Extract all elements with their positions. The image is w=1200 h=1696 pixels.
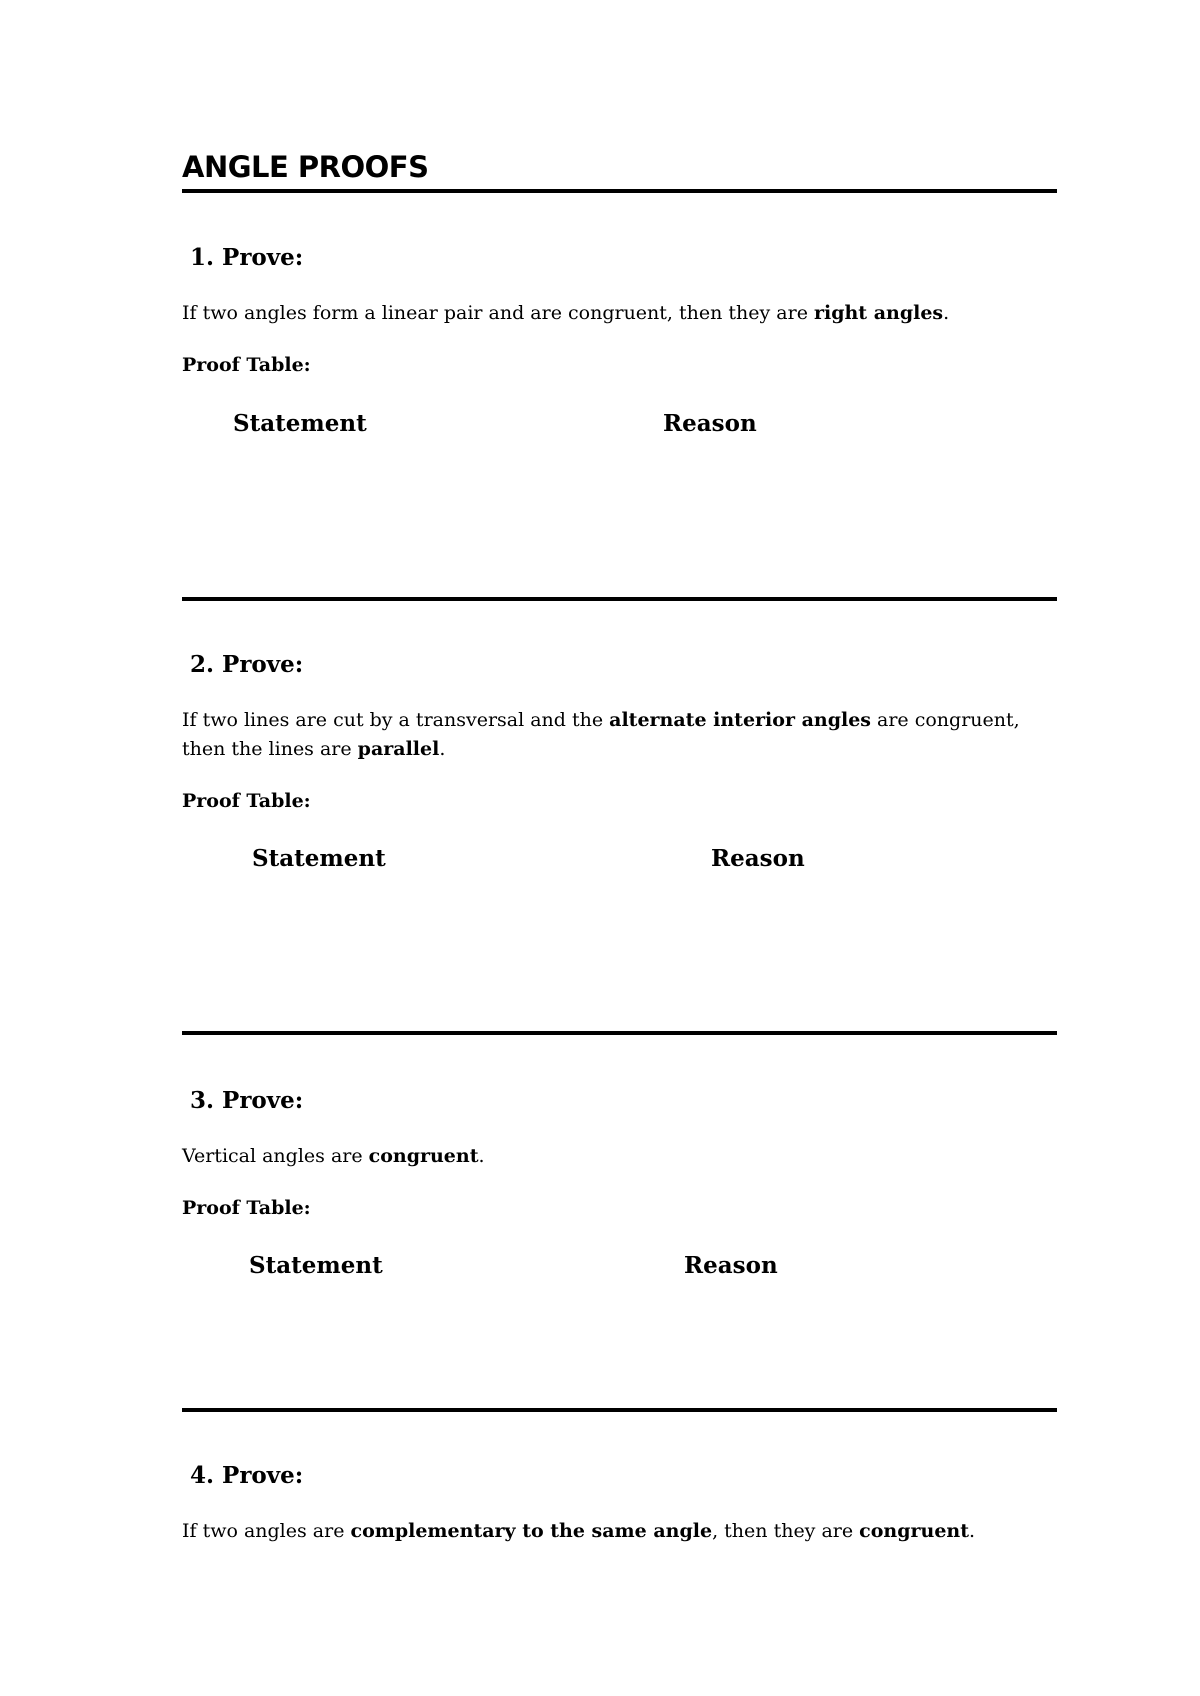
- problem-4-statement: If two angles are complementary to the same angle, then they are congruent.: [182, 1520, 976, 1542]
- emphasized-term: right angles: [813, 302, 944, 324]
- problem-1-proof-table-label: Proof Table:: [182, 354, 311, 376]
- problem-3-heading: 3. Prove:: [190, 1087, 304, 1114]
- problem-1-statement: If two angles form a linear pair and are congruent, then they are right angles.: [182, 302, 950, 324]
- problem-3-statement-column-header: Statement: [249, 1252, 383, 1279]
- section-divider: [182, 1408, 1057, 1412]
- problem-2-statement-column-header: Statement: [252, 845, 386, 872]
- problem-3-proof-table-label: Proof Table:: [182, 1197, 311, 1219]
- emphasized-term: parallel: [357, 738, 440, 760]
- problem-2-statement: If two lines are cut by a transversal and the alternate interior angles are congruent, then the lines are parallel.: [182, 709, 1020, 760]
- problem-1-statement-column-header: Statement: [233, 410, 367, 437]
- emphasized-term: congruent: [368, 1145, 479, 1167]
- problem-1-reason-column-header: Reason: [663, 410, 757, 437]
- title-divider: [182, 189, 1057, 193]
- emphasized-term: congruent: [859, 1520, 969, 1542]
- page-title: ANGLE PROOFS: [182, 150, 429, 184]
- problem-2-reason-column-header: Reason: [711, 845, 805, 872]
- problem-3-reason-column-header: Reason: [684, 1252, 778, 1279]
- problem-4-heading: 4. Prove:: [190, 1462, 304, 1489]
- problem-3-statement: Vertical angles are congruent.: [182, 1145, 485, 1167]
- emphasized-term: complementary to the same angle: [350, 1520, 713, 1542]
- section-divider: [182, 597, 1057, 601]
- problem-1-heading: 1. Prove:: [190, 244, 304, 271]
- emphasized-term: alternate interior angles: [609, 709, 871, 731]
- problem-2-proof-table-label: Proof Table:: [182, 790, 311, 812]
- problem-2-heading: 2. Prove:: [190, 651, 304, 678]
- section-divider: [182, 1031, 1057, 1035]
